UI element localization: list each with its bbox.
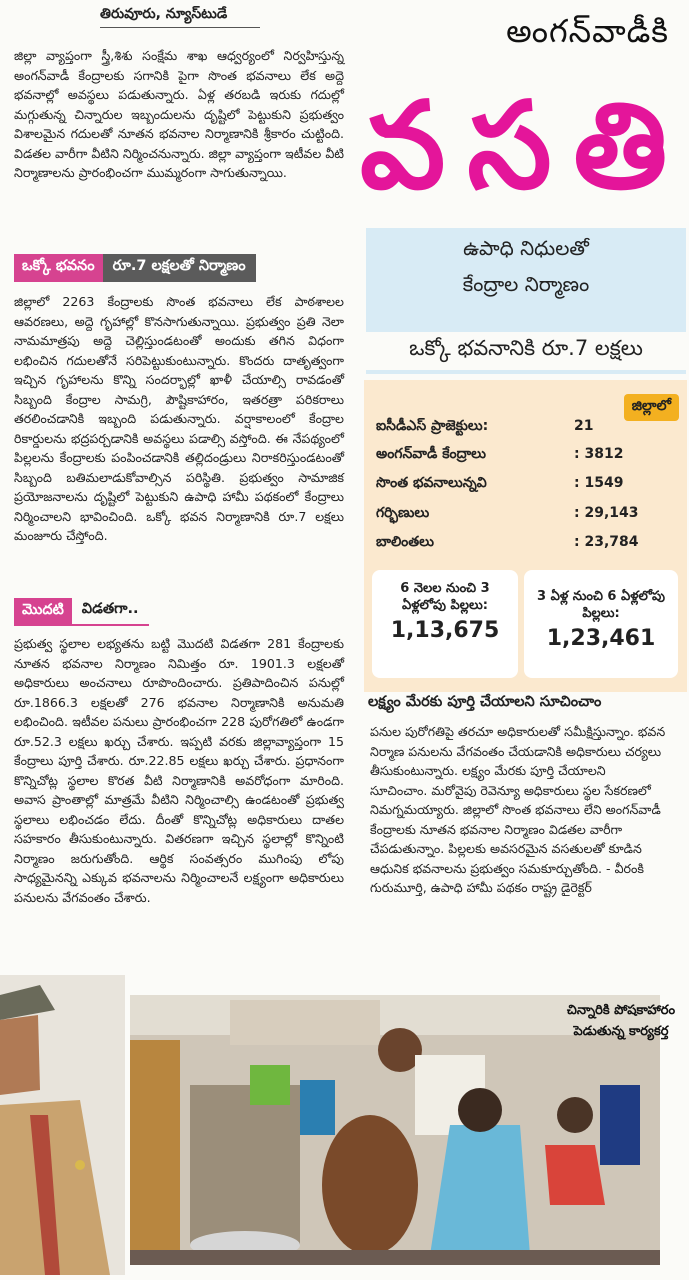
deck-line-3: ఒక్కో భవనానికి రూ.7 లక్షలు [366,332,686,370]
stats-badge: జిల్లాలో [624,394,679,421]
subheading-one-building-a: ఒక్కో భవనం [14,254,103,282]
photo-caption: చిన్నారికి పోషకాహారం పెడుతున్న కార్యకర్త [566,1003,676,1039]
stats-value: 21 [574,418,594,434]
stats-value: : 3812 [574,446,624,462]
kids-card-text: 3 ఏళ్ల నుంచి 6 ఏళ్లలోపు పిల్లలు: [537,589,665,621]
stats-row [376,446,666,465]
kids-card-6m-3y [372,570,518,678]
stats-label: అంగన్‌వాడీ కేంద్రాలు [376,446,486,462]
deck-box [366,228,686,374]
body-paragraph-2: ప్రభుత్వ స్థలాల లభ్యతను బట్టి మొదటి విడతగా 281 కేంద్రాలకు నూతన భవనాల నిర్మాణం నిమిత్తం రూ. 1901.3 లక్షలతో అధికారులు అంచనాలు రూపొందించారు. ప్రతిపాదించిన పనుల్లో రూ.1866.3 లక్షలతో 276 భవనాల నిర్మాణానికి అనుమతి లభించింది. ఇటీవల పనులు ప్రారంభించగా 228 పురోగతిలో ఉండగా రూ.52.3 లక్షలు ఖర్చు చేశారు. ఇప్పటి వరకు జిల్లావ్యాప్తంగా 15 కేంద్రాలు పూర్తి చేశారు. రూ.22.85 లక్షలు ఖర్చు చేశారు. ప్రధానంగా కొన్నిచోట్ల స్థలాల కొరత వీటి నిర్మాణానికి అవరోధంగా మారింది. అవాస ప్రాంతాల్లో మాత్రమే వీటిని నిర్మించాల్సి ఉండటంతో ప్రభుత్వ స్థలాలు లభించడం లేదు. దీంతో కొన్నిచోట్ల అధికారులు దాతల సహకారం తీసుకుంటున్నారు. వితరణగా ఇచ్చిన స్థలాల్లో కొన్నింటి నిర్మాణం జరుగుతోంది. ఆర్థిక సంవత్సరం ముగింపు లోపు సాధ్యమైనన్ని ఎక్కువ భవనాలను నిర్మించాలనే లక్ష్యంగా అధికారులు పనులను వేగవంతం చేశారు. [14,636,344,905]
subheading-one-building [14,254,256,282]
subheading-first-phase-b: విడతగా.. [72,598,149,626]
headline: వసతి [360,77,689,216]
kids-card-text: 6 నెలల నుంచి 3 ఏళ్లలోపు పిల్లలు: [400,581,490,613]
stats-value: : 1549 [574,475,624,491]
stats-label: సొంత భవనాలున్నవి [376,475,487,491]
deck-line-2: కేంద్రాల నిర్మాణం [462,272,590,296]
stats-row [376,534,666,553]
dateline: తిరువూరు, న్యూస్‌టుడే [100,6,260,28]
deck-line-1: ఉపాధి నిధులతో [463,236,589,260]
stats-value: : 23,784 [574,534,639,550]
body-paragraph-1: జిల్లాలో 2263 కేంద్రాలకు సొంత భవనాలు లేక పాఠశాలల ఆవరణలు, అద్దె గృహాల్లో కొనసాగుతున్నాయి. ప్రభుత్వం ప్రతి నెలా నామమాత్రపు అద్దె చెల్లిస్తుండటంతో అందుకు తగిన విధంగా లభించిన గదులతోనే సరిపెట్టుకుంటున్నారు. కొందరు దాతృత్వంగా ఇచ్చిన గృహాలను కొన్ని సందర్భాల్లో ఖాళీ చేయాల్సి రావడంతో సిబ్బంది కేంద్రాల సామగ్రి, పౌష్టికాహారం, ఇతరత్రా పరికరాలు తరలించడానికి ఇబ్బంది పడుతున్నారు. వర్షాకాలంలో కేంద్రాల రికార్డులను భద్రపర్చడానికి అవస్థలు పడాల్సి వస్తోంది. ఈ నేపథ్యంలో పిల్లలను కేంద్రాలకు పంపించడానికి తల్లిదండ్రులు నిరాకరిస్తుండటంతో సిబ్బంది బతిమలాడుకోవాల్సిన పరిస్థితి. ప్రభుత్వం సామాజిక ప్రయోజనాలను దృష్టిలో పెట్టుకుని ఉపాధి హామీ పథకంలో కేంద్రాలు నిర్మించాలని భావించింది. ఒక్కో భవన నిర్మాణానికి రూ.7 లక్షలు మంజూరు చేస్తోంది. [14,294,344,543]
subheading-first-phase-a: మొదటి [14,598,72,626]
stats-label: గర్భిణులు [376,505,430,521]
officer-photo [0,975,125,1275]
stats-row [376,418,666,437]
kids-card-value: 1,23,461 [546,626,656,651]
stats-label: బాలింతలు [376,534,434,550]
sidebar-quote: పనుల పురోగతిపై తరచూ అధికారులతో సమీక్షిస్తున్నాం. భవన నిర్మాణ పనులను వేగవంతం చేయడానికి అధికారులు చర్యలు తీసుకుంటున్నారు. లక్ష్యం మేరకు పూర్తి చేయాలని సూచించాం. మరోవైపు రెవెన్యూ అధికారులు స్థల సేకరణలో నిమగ్నమయ్యారు. జిల్లాలో సొంత భవనాలు లేని అంగన్‌వాడీ కేంద్రాలకు నూతన భవనాల నిర్మాణం విడతల వారీగా చేపడుతున్నాం. పిల్లలకు అవసరమైన వసతులతో కూడిన ఆధునిక భవనాలను ప్రభుత్వం సమకూర్చుతోంది. - వీరంకి గురుమూర్తి, ఉపాధి హామీ పథకం రాష్ట్ర డైరెక్టర్ [370,724,666,895]
headline-kicker: అంగన్‌వాడీకి [506,12,669,50]
stats-row [376,505,666,524]
stats-label: ఐసీడీఎస్ ప్రాజెక్టులు: [376,418,489,434]
stats-value: : 29,143 [574,505,639,521]
intro-paragraph: జిల్లా వ్యాప్తంగా స్త్రీ,శిశు సంక్షేమ శాఖ ఆధ్వర్యంలో నిర్వహిస్తున్న అంగన్‌వాడీ కేంద్రాలకు సగానికి పైగా సొంత భవనాలు లేక అద్దె భవనాల్లో అవస్థలు పడుతున్నారు. ఏళ్ల తరబడి ఇరుకు గదుల్లో మగ్గుతున్న చిన్నారుల ఇబ్బందులను దృష్టిలో పెట్టుకుని ప్రభుత్వం విశాలమైన గదులతో నూతన భవనాల నిర్మాణానికి శ్రీకారం చుట్టింది. విడతల వారీగా వీటిని నిర్మించనున్నారు. జిల్లా వ్యాప్తంగా ఇటీవల వీటి నిర్మాణాలను ప్రారంభించగా ముమ్మరంగా సాగుతున్నాయి. [14,48,344,180]
stats-row [376,475,666,494]
kids-card-3y-6y [524,570,678,678]
sidebar-heading: లక్ష్యం మేరకు పూర్తి చేయాలని సూచించాం [368,694,602,710]
subheading-first-phase [14,598,149,626]
subheading-one-building-b: రూ.7 లక్షలతో నిర్మాణం [103,254,256,282]
stats-box [364,380,687,692]
kids-card-value: 1,13,675 [390,618,500,643]
